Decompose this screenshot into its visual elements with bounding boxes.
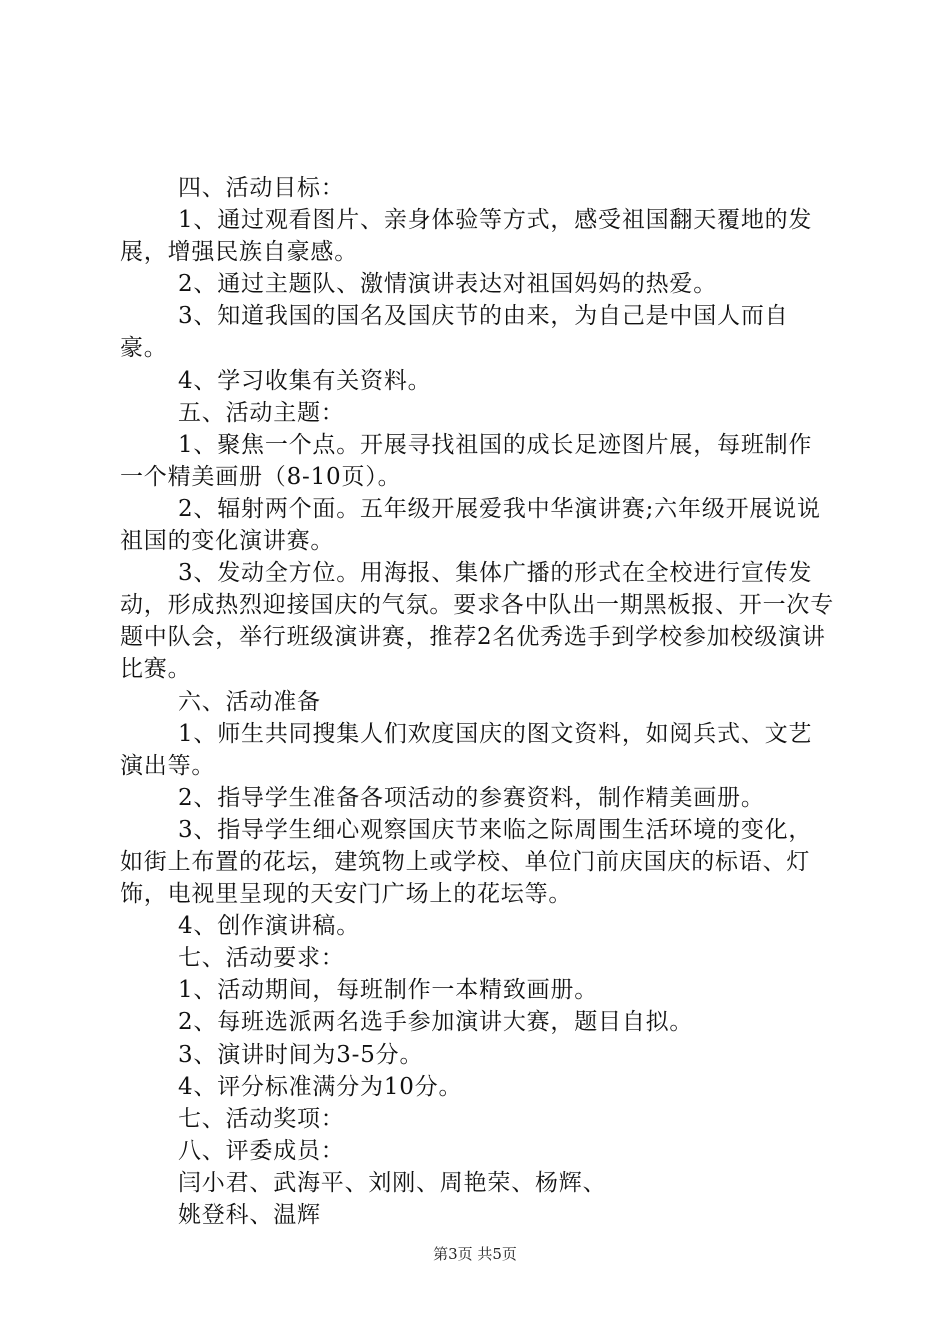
theme-item-1: 1、聚焦一个点。开展寻找祖国的成长足迹图片展，每班制作一个精美画册（8-10页）。 — [120, 431, 813, 490]
requirement-item-2: 2、每班选派两名选手参加演讲大赛，题目自拟。 — [178, 1009, 694, 1036]
preparation-item-2: 2、指导学生准备各项活动的参赛资料，制作精美画册。 — [178, 784, 765, 811]
goal-item-4: 4、学习收集有关资料。 — [178, 367, 432, 394]
heading-activity-preparation: 六、活动准备 — [178, 688, 321, 715]
requirement-item-3: 3、演讲时间为3-5分。 — [178, 1041, 424, 1068]
heading-activity-goals: 四、活动目标： — [178, 175, 345, 201]
judges-names-line-1: 闫小君、武海平、刘刚、周艳荣、杨辉、 — [178, 1169, 607, 1196]
document-body — [120, 172, 836, 1231]
requirement-item-1: 1、活动期间，每班制作一本精致画册。 — [178, 977, 599, 1004]
theme-item-3: 3、发动全方位。用海报、集体广播的形式在全校进行宣传发动，形成热烈迎接国庆的气氛。要求各中队出一期黑板报、开一次专题中队会，举行班级演讲赛，推荐2名优秀选手到学校参加校级演讲比赛。 — [120, 560, 834, 683]
goal-item-2: 2、通过主题队、激情演讲表达对祖国妈妈的热爱。 — [178, 271, 718, 298]
preparation-item-1: 1、师生共同搜集人们欢度国庆的图文资料，如阅兵式、文艺演出等。 — [120, 720, 813, 779]
preparation-item-3: 3、指导学生细心观察国庆节来临之际周围生活环境的变化，如街上布置的花坛，建筑物上或学校、单位门前庆国庆的标语、灯饰，电视里呈现的天安门广场上的花坛等。 — [120, 816, 813, 908]
page-number-footer: 第3页 共5页 — [433, 1245, 517, 1263]
judges-names-line-2: 姚登科、温辉 — [178, 1202, 321, 1228]
theme-item-2: 2、辐射两个面。五年级开展爱我中华演讲赛;六年级开展说说祖国的变化演讲赛。 — [120, 495, 821, 555]
preparation-item-4: 4、创作演讲稿。 — [178, 913, 361, 940]
goal-item-1: 1、通过观看图片、亲身体验等方式，感受祖国翻天覆地的发展，增强民族自豪感。 — [120, 207, 813, 266]
heading-activity-awards: 七、活动奖项： — [178, 1105, 345, 1132]
heading-activity-theme: 五、活动主题： — [178, 399, 345, 426]
heading-activity-requirements: 七、活动要求： — [178, 945, 345, 972]
goal-item-3: 3、知道我国的国名及国庆节的由来，为自己是中国人而自豪。 — [120, 303, 789, 362]
requirement-item-4: 4、评分标准满分为10分。 — [178, 1073, 463, 1100]
heading-judges: 八、评委成员： — [178, 1137, 345, 1164]
